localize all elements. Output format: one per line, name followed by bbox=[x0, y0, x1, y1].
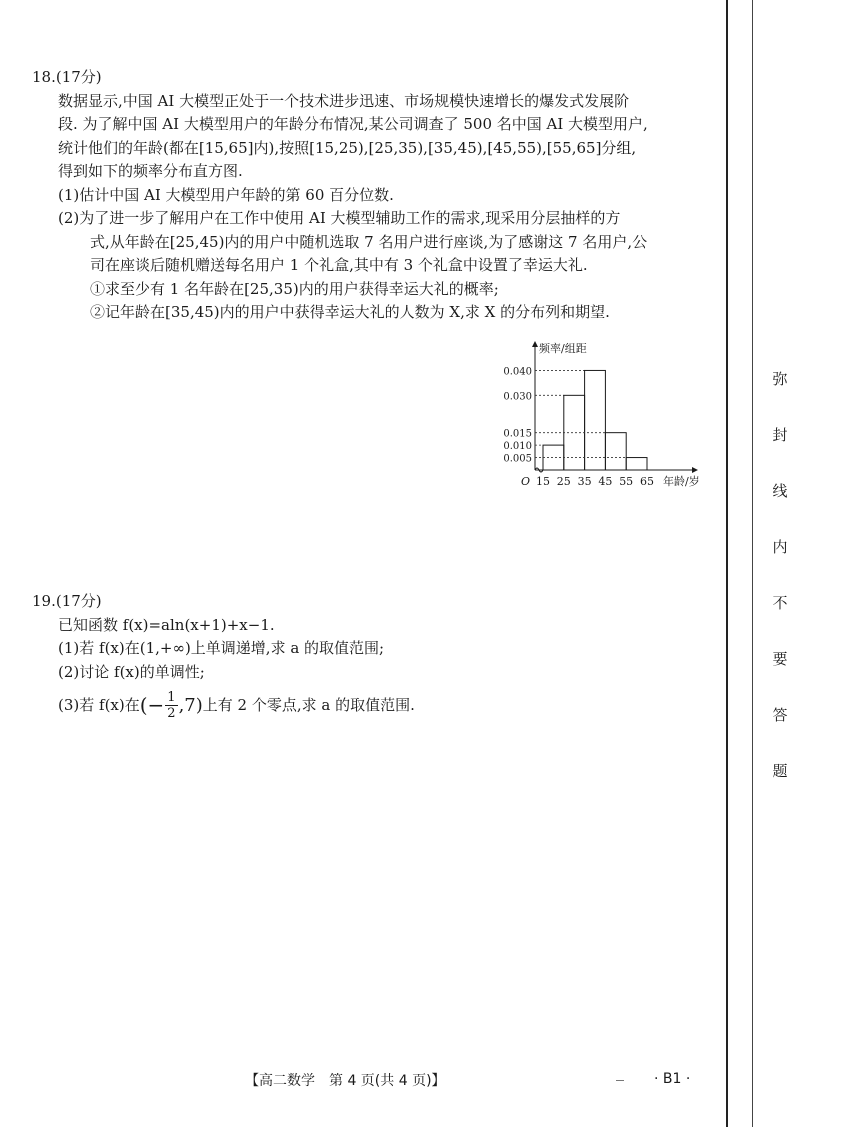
question-18-sub-2: ②记年龄在[35,45)内的用户中获得幸运大礼的人数为 X,求 X 的分布列和期望. bbox=[90, 303, 610, 321]
histogram-bar bbox=[605, 433, 626, 470]
seal-char: 线 bbox=[772, 482, 788, 500]
question-18-heading: 18.(17分) bbox=[32, 68, 102, 86]
question-18-part-2-line-2: 式,从年龄在[25,45)内的用户中随机选取 7 名用户进行座谈,为了感谢这 7 名用户,公 bbox=[90, 232, 648, 251]
question-19-part-3 bbox=[58, 690, 708, 721]
y-tick-label: 0.005 bbox=[503, 453, 532, 465]
question-19-part-2: (2)讨论 f(x)的单调性; bbox=[58, 662, 205, 681]
question-18-intro-line-2: 段. 为了解中国 AI 大模型用户的年龄分布情况,某公司调查了 500 名中国 AI 大模型用户, bbox=[58, 115, 648, 133]
question-19-heading: 19.(17分) bbox=[32, 592, 102, 610]
histogram-bar bbox=[585, 370, 606, 470]
question-18-part-2-line-3: 司在座谈后随机赠送每名用户 1 个礼盒,其中有 3 个礼盒中设置了幸运大礼. bbox=[90, 256, 588, 274]
seal-char: 答 bbox=[772, 706, 788, 724]
y-tick-label: 0.040 bbox=[503, 366, 532, 378]
question-19-part-1: (1)若 f(x)在(1,+∞)上单调递增,求 a 的取值范围; bbox=[58, 639, 385, 657]
seal-char: 弥 bbox=[772, 370, 788, 388]
y-axis-title: 频率/组距 bbox=[539, 342, 587, 355]
binding-line-inner bbox=[752, 0, 753, 1127]
origin-label: O bbox=[521, 475, 531, 488]
y-tick-label: 0.015 bbox=[503, 428, 532, 440]
seal-line-notice bbox=[760, 372, 800, 820]
x-axis-title: 年龄/岁 bbox=[663, 475, 700, 488]
x-tick-label: 15 bbox=[536, 475, 550, 488]
question-19 bbox=[32, 590, 708, 721]
question-19-given: 已知函数 f(x)=aln(x+1)+x−1. bbox=[58, 615, 275, 634]
x-tick-label: 25 bbox=[556, 475, 571, 488]
seal-char: 要 bbox=[772, 650, 788, 668]
seal-char: 题 bbox=[772, 762, 788, 780]
seal-char: 封 bbox=[772, 426, 788, 444]
fraction bbox=[165, 690, 177, 721]
fraction-denominator: 2 bbox=[167, 706, 176, 721]
frequency-histogram bbox=[490, 340, 705, 490]
x-tick-label: 45 bbox=[598, 475, 613, 488]
histogram-bar bbox=[564, 395, 585, 470]
y-tick-label: 0.030 bbox=[503, 391, 532, 403]
question-18-part-2-line-1: (2)为了进一步了解用户在工作中使用 AI 大模型辅助工作的需求,现采用分层抽样的方 bbox=[58, 209, 621, 227]
question-18-sub-1: ①求至少有 1 名年龄在[25,35)内的用户获得幸运大礼的概率; bbox=[90, 279, 499, 298]
question-19-part-3-suffix: 上有 2 个零点,求 a 的取值范围. bbox=[202, 695, 415, 714]
question-18 bbox=[32, 66, 708, 325]
histogram-bar bbox=[626, 458, 647, 470]
x-tick-label: 35 bbox=[577, 475, 592, 488]
seal-char: 不 bbox=[772, 594, 788, 612]
question-18-intro-line-1: 数据显示,中国 AI 大模型正处于一个技术进步迅速、市场规模快速增长的爆发式发展阶 bbox=[58, 91, 630, 110]
question-18-intro-line-4: 得到如下的频率分布直方图. bbox=[58, 162, 243, 180]
question-18-part-1: (1)估计中国 AI 大模型用户年龄的第 60 百分位数. bbox=[58, 185, 394, 204]
x-tick-label: 65 bbox=[640, 475, 654, 488]
question-18-intro-line-3: 统计他们的年龄(都在[15,65]内),按照[15,25),[25,35),[35,45),[45,55),[55,65]分组, bbox=[58, 138, 637, 157]
page-footer: 【高二数学 第 4 页(共 4 页)】 bbox=[245, 1073, 446, 1089]
fraction-numerator: 1 bbox=[167, 690, 176, 705]
page-code: · B1 · bbox=[654, 1071, 691, 1087]
interval-right: ,7) bbox=[178, 694, 203, 716]
x-tick-label: 55 bbox=[619, 475, 634, 488]
seal-char: 内 bbox=[772, 538, 788, 556]
question-19-part-3-prefix: (3)若 f(x)在 bbox=[58, 695, 140, 714]
y-tick-label: 0.010 bbox=[503, 441, 532, 453]
binding-line-outer bbox=[726, 0, 728, 1127]
interval-left: (− bbox=[139, 692, 165, 717]
footer-dash bbox=[616, 1080, 624, 1081]
